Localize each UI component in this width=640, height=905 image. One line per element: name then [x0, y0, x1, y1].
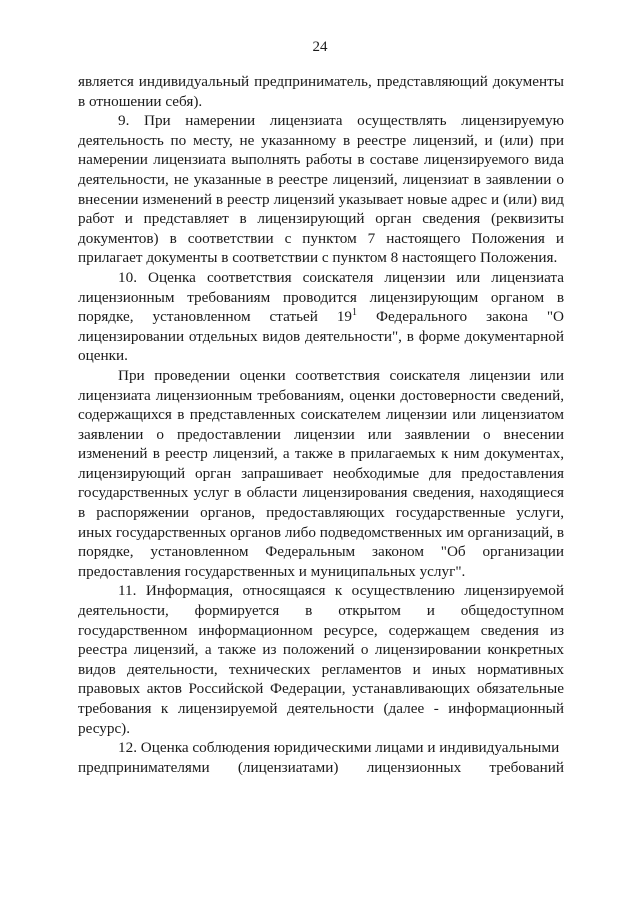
paragraph-item-12-line-2: предпринимателями (лицензиатами) лицензионных требований — [78, 758, 564, 776]
superscript-article: 1 — [352, 307, 358, 319]
page-number: 24 — [312, 39, 328, 55]
paragraph-continuation: является индивидуальный предприниматель, представляющий документы в отношении себя). — [78, 73, 564, 110]
paragraph-item-10 — [78, 268, 564, 366]
paragraph-item-10-text-b: Федерального закона "О лицензировании отдельных видов деятельности", в форме документарной оценки. — [78, 308, 564, 365]
paragraph-assessment: При проведении оценки соответствия соискателя лицензии или лицензиата лицензионным требованиям, оценки достоверности сведений, содержащихся в представленных соискателем лицензии или лицензиатом заявлении о предоставлении лицензии или заявлении о внесении изменений в реестр лицензий, а также в прилагаемых к ним документах, лицензирующий орган запрашивает необходимые для предоставления государственных услуг в области лицензирования сведения, находящиеся в распоряжении органов, предоставляющих государственные услуги, иных государственных органов либо подведомственных им организаций, в порядке, установленном Федеральным законом "Об организации предоставления государственных и муниципальных услуг". — [78, 366, 564, 580]
paragraph-item-11: 11. Информация, относящаяся к осуществлению лицензируемой деятельности, формируется в открытом и общедоступном государственном информационном ресурсе, содержащем сведения из реестра лицензий, а также из положений о лицензировании конкретных видов деятельности, технических регламентов и иных нормативных правовых актов Российской Федерации, устанавливающих обязательные требования к лицензируемой деятельности (далее - информационный ресурс). — [78, 582, 564, 737]
paragraph-item-12 — [78, 738, 564, 777]
paragraph-item-12-line-1: 12. Оценка соблюдения юридическими лицами и индивидуальными — [118, 739, 560, 757]
document-body — [78, 72, 564, 777]
paragraph-item-10-text-a: 10. Оценка соответствия соискателя лицензии или лицензиата лицензионным требованиям проводится лицензирующим органом в порядке, установленном статьей 19 — [78, 268, 564, 326]
paragraph-item-9: 9. При намерении лицензиата осуществлять лицензируемую деятельность по месту, не указанному в реестре лицензий, и (или) при намерении лицензиата выполнять работы в составе лицензируемого вида деятельности, не указанные в реестре лицензий, лицензиат в заявлении о внесении изменений в реестр лицензий указывает новые адрес и (или) вид работ и представляет в лицензирующий орган сведения (реквизиты документов) в соответствии с пунктом 7 настоящего Положения и прилагает документы в соответствии с пунктом 8 настоящего Положения. — [78, 112, 564, 267]
